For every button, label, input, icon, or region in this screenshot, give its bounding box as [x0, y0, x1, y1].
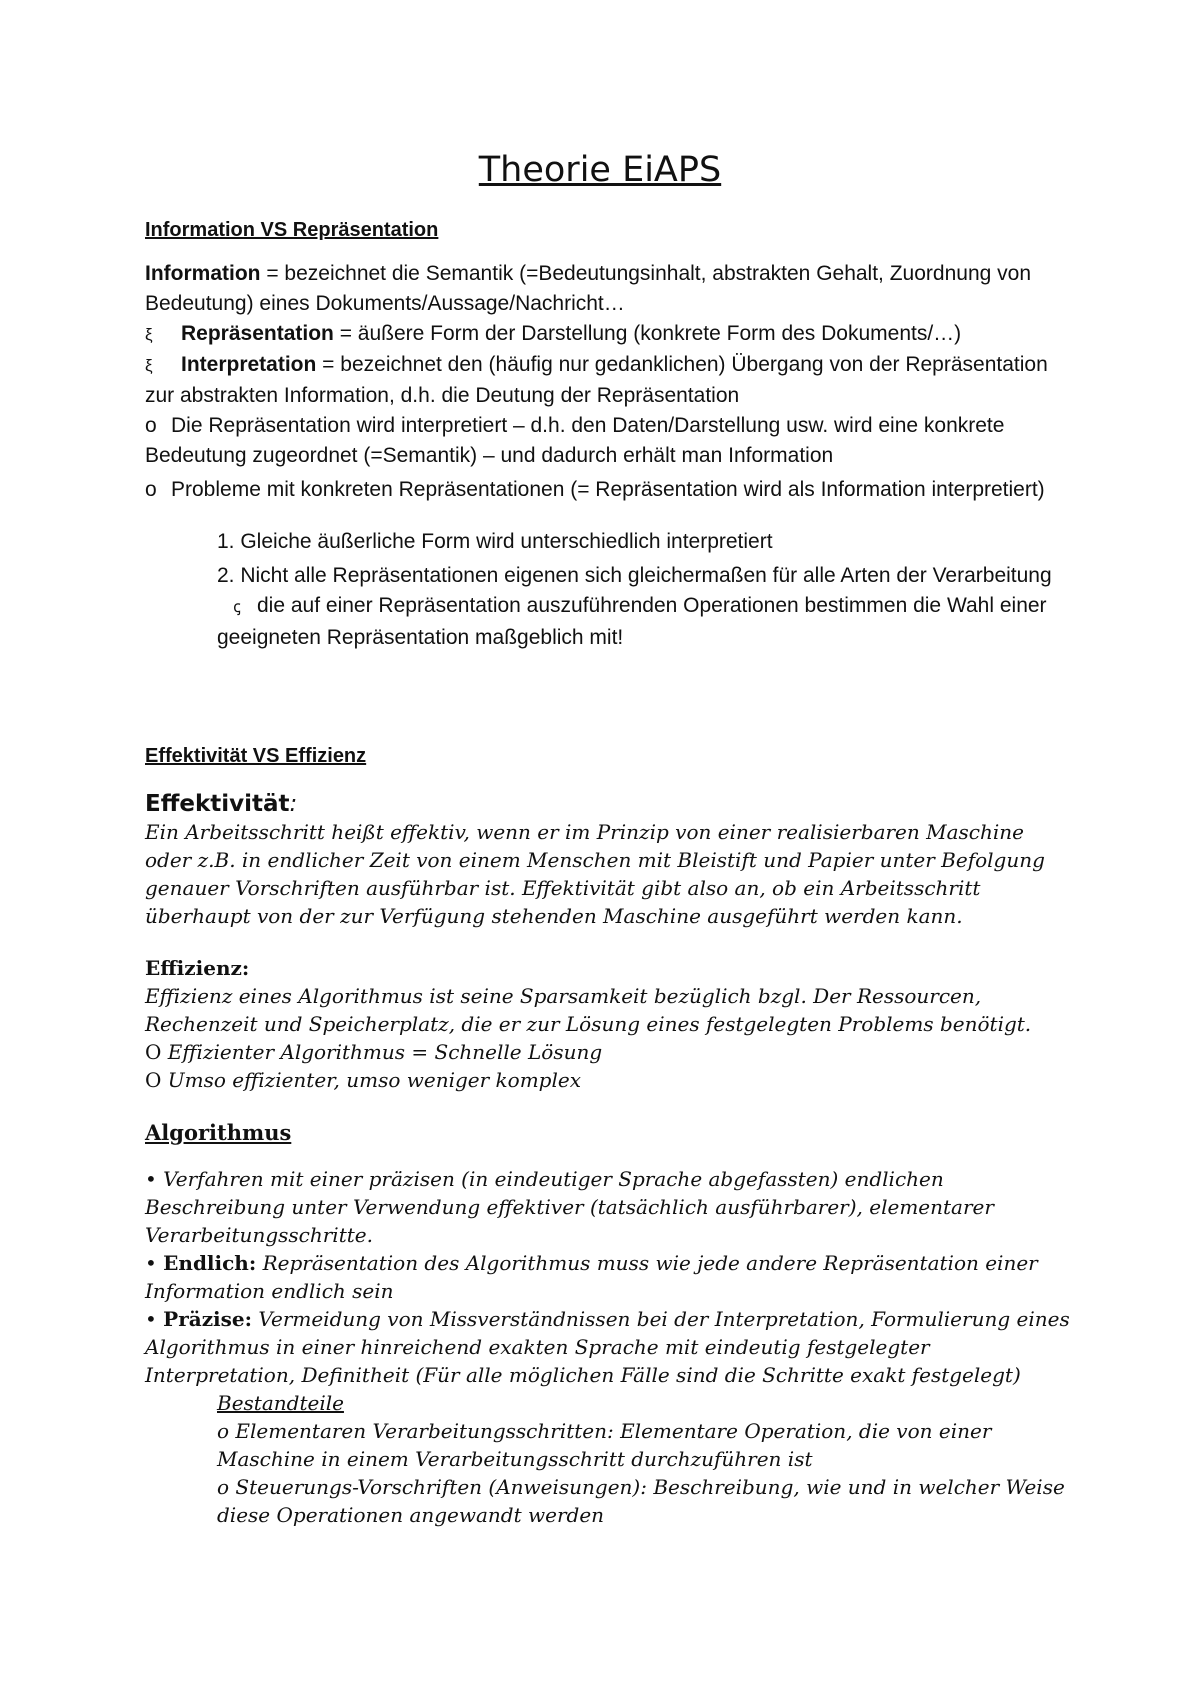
point-text: Effizienter Algorithmus = Schnelle Lösung	[167, 1040, 603, 1064]
paragraph-effizienz: Effizienz eines Algorithmus ist seine Sparsamkeit bezüglich bzgl. Der Ressourcen, Rechenzeit und Speicherplatz, die er zur Lösung eines festgelegten Problems benötigt.	[145, 984, 1032, 1036]
text-information: = bezeichnet die Semantik (=Bedeutungsinhalt, abstrakten Gehalt, Zuordnung von Bedeutung) eines Dokuments/Aussage/Nachricht…	[145, 262, 1031, 315]
paragraph-information	[145, 259, 1065, 319]
section-effektivitaet	[145, 745, 1075, 1529]
bullet-text: Vermeidung von Missverständnissen bei der Interpretation, Formulierung eines Algorithmus in einer hinreichend exakten Sprache mit eindeutig festgelegter Interpretation, Definitheit (Für alle möglichen Fälle sind die Schritte exakt festgelegt)	[145, 1307, 1070, 1387]
algorithmus-bullet	[145, 1165, 1075, 1249]
list-item: 1. Gleiche äußerliche Form wird unterschiedlich interpretiert	[217, 530, 773, 553]
paragraph-o2	[145, 475, 1065, 505]
circle-bullet-icon: o	[145, 414, 157, 437]
subheading-effektivitaet	[145, 790, 1075, 818]
subheading-text: Effektivität	[145, 791, 290, 817]
subheading-effizienz: Effizienz:	[145, 956, 250, 980]
section-heading: Effektivität VS Effizienz	[145, 745, 367, 767]
text-repraesentation: = äußere Form der Darstellung (konkrete Form des Dokuments/…)	[333, 322, 962, 345]
paragraph-effektivitaet: Ein Arbeitsschritt heißt effektiv, wenn er im Prinzip von einer realisierbaren Maschine oder z.B. in endlicher Zeit von einem Menschen mit Bleistift und Papier unter Befolgung genauer Vorschriften ausführbar ist. Effektivität gibt also an, ob ein Arbeitsschritt überhaupt von der zur Verfügung stehenden Maschine ausgeführt werden kann.	[145, 820, 1045, 928]
term-information: Information	[145, 262, 261, 285]
circle-bullet-icon: O	[145, 1040, 162, 1064]
circle-bullet-icon: o	[145, 478, 157, 501]
page-title: Theorie EiAPS	[478, 150, 722, 190]
subheading-colon: :	[289, 791, 298, 817]
bestandteile-block	[217, 1389, 1075, 1529]
section-heading-algorithmus: Algorithmus	[145, 1120, 292, 1145]
arrow-icon: ꞔ	[233, 599, 241, 616]
term-interpretation: Interpretation	[181, 353, 317, 376]
section-information	[145, 215, 1065, 657]
bestandteile-item: o Steuerungs-Vorschriften (Anweisungen): Beschreibung, wie und in welcher Weise diese Operationen angewandt werden	[217, 1475, 1065, 1527]
term-repraesentation: Repräsentation	[181, 322, 334, 345]
effizienz-point	[145, 1038, 1075, 1066]
bestandteile-heading: Bestandteile	[217, 1391, 344, 1415]
bullet-text: Repräsentation des Algorithmus muss wie jede andere Repräsentation einer Information endlich sein	[145, 1251, 1038, 1303]
bullet-icon: •	[145, 1167, 157, 1191]
bullet-term: Präzise:	[163, 1307, 253, 1331]
paragraph-o1	[145, 411, 1065, 471]
bullet-icon: •	[145, 1251, 157, 1275]
list-item	[217, 561, 1065, 653]
circle-bullet-icon: O	[145, 1068, 162, 1092]
list-glyph-icon: ξ	[145, 325, 153, 344]
bestandteile-item: o Elementaren Verarbeitungsschritten: Elementare Operation, die von einer Maschine in einem Verarbeitungsschritt durchzuführen ist	[217, 1419, 992, 1471]
paragraph-repraesentation	[145, 319, 1065, 350]
algorithmus-bullet	[145, 1305, 1075, 1389]
text-o1: Die Repräsentation wird interpretiert – d.h. den Daten/Darstellung usw. wird eine konkrete Bedeutung zugeordnet (=Semantik) – und dadurch erhält man Information	[145, 414, 1005, 467]
list-glyph-icon: ξ	[145, 356, 153, 375]
bullet-term: Endlich:	[163, 1251, 257, 1275]
effizienz-point	[145, 1066, 1075, 1094]
bullet-icon: •	[145, 1307, 157, 1331]
numbered-list	[217, 527, 1065, 653]
paragraph-interpretation	[145, 350, 1065, 411]
list-item-text: die auf einer Repräsentation auszuführenden Operationen bestimmen die Wahl einer geeigneten Repräsentation maßgeblich mit!	[217, 594, 1047, 649]
algorithmus-bullet	[145, 1249, 1075, 1305]
section-heading: Information VS Repräsentation	[145, 219, 439, 241]
list-item-text: 2. Nicht alle Repräsentationen eigenen sich gleichermaßen für alle Arten der Verarbeitung	[217, 564, 1052, 587]
point-text: Umso effizienter, umso weniger komplex	[167, 1068, 581, 1092]
text-interpretation: = bezeichnet den (häufig nur gedanklichen) Übergang von der Repräsentation zur abstrakten Information, d.h. die Deutung der Repräsentation	[145, 353, 1048, 407]
text-o2: Probleme mit konkreten Repräsentationen (= Repräsentation wird als Information interpretiert)	[171, 478, 1045, 501]
bullet-text: Verfahren mit einer präzisen (in eindeutiger Sprache abgefassten) endlichen Beschreibung unter Verwendung effektiver (tatsächlich ausführbarer), elementarer Verarbeitungsschritte.	[145, 1167, 994, 1247]
